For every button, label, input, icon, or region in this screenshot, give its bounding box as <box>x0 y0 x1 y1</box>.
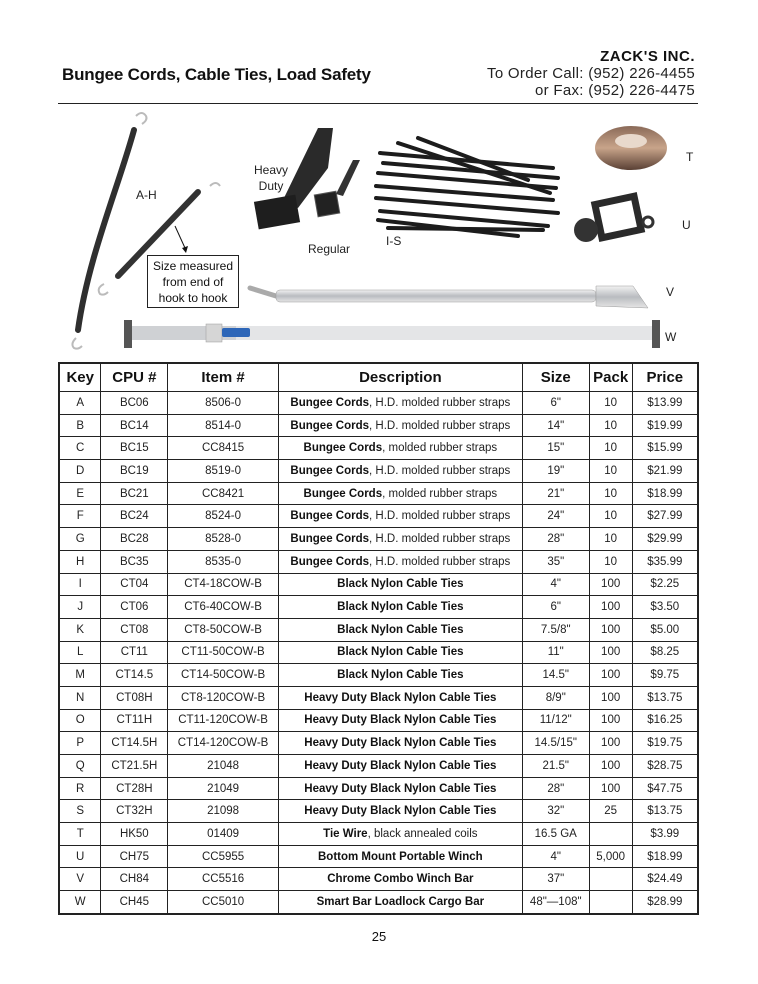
cell-description <box>278 868 522 891</box>
cell-price: $24.49 <box>632 868 698 891</box>
description-product-name: Heavy Duty Black Nylon Cable Ties <box>304 691 497 704</box>
tie-wire-coil <box>595 126 667 170</box>
description-product-name: Black Nylon Cable Ties <box>337 623 464 636</box>
cell-item: 8514-0 <box>168 414 279 437</box>
cell-pack: 100 <box>589 777 632 800</box>
cell-key: P <box>59 732 101 755</box>
header-divider <box>58 103 698 104</box>
product-illustrations <box>58 108 698 353</box>
cell-cpu: CT14.5H <box>101 732 168 755</box>
note-line-2: from end of <box>162 275 224 289</box>
cell-cpu: CT28H <box>101 777 168 800</box>
cell-item: 8528-0 <box>168 528 279 551</box>
company-block <box>487 48 695 99</box>
cell-price: $19.99 <box>632 414 698 437</box>
cell-key: F <box>59 505 101 528</box>
cell-size: 6" <box>522 392 589 415</box>
cell-item: 8535-0 <box>168 550 279 573</box>
cell-size: 35" <box>522 550 589 573</box>
description-product-name: Bungee Cords <box>290 555 370 568</box>
cell-pack <box>589 891 632 914</box>
size-measurement-note <box>147 255 239 308</box>
winch-bar <box>250 286 648 308</box>
cell-description <box>278 777 522 800</box>
cell-size: 21" <box>522 482 589 505</box>
cell-cpu: BC35 <box>101 550 168 573</box>
cable-tie-bundle <box>376 138 558 236</box>
description-detail: , H.D. molded rubber straps <box>369 464 511 477</box>
table-row <box>59 868 698 891</box>
description-product-name: Bottom Mount Portable Winch <box>317 850 483 863</box>
cell-price: $15.99 <box>632 437 698 460</box>
cell-item: CC5955 <box>168 845 279 868</box>
table-row <box>59 709 698 732</box>
table-row <box>59 596 698 619</box>
cell-price: $13.75 <box>632 686 698 709</box>
description-product-name: Bungee Cords <box>290 396 370 409</box>
cell-cpu: CT11H <box>101 709 168 732</box>
cell-pack: 5,000 <box>589 845 632 868</box>
column-header-key: Key <box>59 363 101 392</box>
label-winch: U <box>682 218 691 232</box>
cell-key: R <box>59 777 101 800</box>
product-table <box>58 362 699 915</box>
cell-cpu: BC28 <box>101 528 168 551</box>
cell-price: $35.99 <box>632 550 698 573</box>
cell-price: $3.50 <box>632 596 698 619</box>
cell-description <box>278 618 522 641</box>
table-row <box>59 505 698 528</box>
cell-size: 11/12" <box>522 709 589 732</box>
description-product-name: Heavy Duty Black Nylon Cable Ties <box>304 759 497 772</box>
cell-price: $28.75 <box>632 755 698 778</box>
cell-description <box>278 891 522 914</box>
cell-item: CC8421 <box>168 482 279 505</box>
cell-size: 28" <box>522 777 589 800</box>
cell-size: 6" <box>522 596 589 619</box>
table-row <box>59 845 698 868</box>
cell-description <box>278 482 522 505</box>
cargo-bar <box>124 320 660 348</box>
cell-price: $18.99 <box>632 845 698 868</box>
cell-key: D <box>59 460 101 483</box>
cell-cpu: BC24 <box>101 505 168 528</box>
cell-cpu: CT32H <box>101 800 168 823</box>
description-product-name: Chrome Combo Winch Bar <box>327 873 474 886</box>
table-row <box>59 573 698 596</box>
cell-price: $13.75 <box>632 800 698 823</box>
cell-item: CT8-50COW-B <box>168 618 279 641</box>
cell-item: 01409 <box>168 823 279 846</box>
cell-description <box>278 437 522 460</box>
description-product-name: Bungee Cords <box>290 419 370 432</box>
cell-pack: 100 <box>589 709 632 732</box>
cell-item: CC5516 <box>168 868 279 891</box>
column-header-pack: Pack <box>589 363 632 392</box>
cell-key: C <box>59 437 101 460</box>
cell-key: A <box>59 392 101 415</box>
cell-key: L <box>59 641 101 664</box>
cell-description <box>278 755 522 778</box>
cell-item: 8524-0 <box>168 505 279 528</box>
label-heavy-duty <box>254 162 288 194</box>
table-row <box>59 392 698 415</box>
cell-description <box>278 686 522 709</box>
cell-price: $19.75 <box>632 732 698 755</box>
table-row <box>59 800 698 823</box>
description-product-name: Tie Wire <box>323 827 368 840</box>
cell-pack: 10 <box>589 528 632 551</box>
cell-key: B <box>59 414 101 437</box>
table-row <box>59 460 698 483</box>
table-row <box>59 891 698 914</box>
cell-item: 21098 <box>168 800 279 823</box>
cell-pack: 100 <box>589 755 632 778</box>
cell-description <box>278 550 522 573</box>
cell-description <box>278 641 522 664</box>
cell-price: $27.99 <box>632 505 698 528</box>
description-product-name: Heavy Duty Black Nylon Cable Ties <box>304 782 497 795</box>
description-product-name: Black Nylon Cable Ties <box>337 578 464 591</box>
cell-pack: 10 <box>589 414 632 437</box>
cell-cpu: CT06 <box>101 596 168 619</box>
description-product-name: Bungee Cords <box>303 442 383 455</box>
cell-pack: 100 <box>589 664 632 687</box>
cell-cpu: BC06 <box>101 392 168 415</box>
cell-price: $2.25 <box>632 573 698 596</box>
cell-pack: 25 <box>589 800 632 823</box>
table-row <box>59 618 698 641</box>
table-row <box>59 641 698 664</box>
cell-description <box>278 505 522 528</box>
cell-size: 4" <box>522 573 589 596</box>
cell-key: O <box>59 709 101 732</box>
cell-cpu: CT08H <box>101 686 168 709</box>
label-bungee-range: A-H <box>136 188 157 202</box>
cell-item: CC8415 <box>168 437 279 460</box>
cell-key: T <box>59 823 101 846</box>
cell-cpu: CH75 <box>101 845 168 868</box>
table-row <box>59 437 698 460</box>
label-duty: Duty <box>258 179 284 193</box>
product-photos <box>58 108 698 353</box>
cell-pack: 10 <box>589 550 632 573</box>
cell-pack: 100 <box>589 641 632 664</box>
cell-price: $5.00 <box>632 618 698 641</box>
cell-pack: 100 <box>589 732 632 755</box>
cell-description <box>278 732 522 755</box>
cell-size: 14.5" <box>522 664 589 687</box>
cell-price: $28.99 <box>632 891 698 914</box>
cell-description <box>278 460 522 483</box>
description-product-name: Bungee Cords <box>303 487 383 500</box>
cell-key: G <box>59 528 101 551</box>
page-title: Bungee Cords, Cable Ties, Load Safety <box>62 65 371 84</box>
portable-winch <box>574 196 653 242</box>
cell-item: CT11-120COW-B <box>168 709 279 732</box>
label-heavy: Heavy <box>254 163 289 177</box>
column-header-description: Description <box>278 363 522 392</box>
cell-item: CT14-120COW-B <box>168 732 279 755</box>
cell-size: 11" <box>522 641 589 664</box>
cell-description <box>278 528 522 551</box>
cell-size: 4" <box>522 845 589 868</box>
cell-description <box>278 414 522 437</box>
cell-item: 8519-0 <box>168 460 279 483</box>
cell-cpu: CT11 <box>101 641 168 664</box>
cell-size: 32" <box>522 800 589 823</box>
description-detail: , H.D. molded rubber straps <box>369 510 511 523</box>
table-row <box>59 777 698 800</box>
cell-cpu: BC21 <box>101 482 168 505</box>
bungee-cord-long <box>72 113 146 349</box>
cell-cpu: CT04 <box>101 573 168 596</box>
cell-pack: 100 <box>589 686 632 709</box>
cell-price: $47.75 <box>632 777 698 800</box>
page-number: 25 <box>371 929 387 944</box>
column-header-price: Price <box>632 363 698 392</box>
cell-price: $13.99 <box>632 392 698 415</box>
cell-cpu: CT14.5 <box>101 664 168 687</box>
cell-item: 8506-0 <box>168 392 279 415</box>
cell-pack <box>589 868 632 891</box>
description-product-name: Black Nylon Cable Ties <box>337 601 464 614</box>
cell-price: $9.75 <box>632 664 698 687</box>
description-detail: , molded rubber straps <box>382 487 498 500</box>
description-product-name: Bungee Cords <box>290 464 370 477</box>
description-product-name: Smart Bar Loadlock Cargo Bar <box>316 895 485 908</box>
cell-price: $16.25 <box>632 709 698 732</box>
label-winch-bar: V <box>666 285 675 299</box>
cell-description <box>278 573 522 596</box>
cell-cpu: CT08 <box>101 618 168 641</box>
cell-description <box>278 845 522 868</box>
cell-size: 15" <box>522 437 589 460</box>
table-row <box>59 755 698 778</box>
description-product-name: Black Nylon Cable Ties <box>337 646 464 659</box>
description-product-name: Heavy Duty Black Nylon Cable Ties <box>304 737 497 750</box>
cell-key: N <box>59 686 101 709</box>
order-phone: To Order Call: (952) 226-4455 <box>487 65 695 82</box>
note-line-3: hook to hook <box>158 291 228 305</box>
column-header-cpu: CPU # <box>101 363 168 392</box>
cell-price: $3.99 <box>632 823 698 846</box>
table-row <box>59 732 698 755</box>
cell-key: E <box>59 482 101 505</box>
cell-cpu: CH45 <box>101 891 168 914</box>
cell-key: J <box>59 596 101 619</box>
cell-size: 14.5/15" <box>522 732 589 755</box>
cell-pack: 10 <box>589 460 632 483</box>
cell-pack: 10 <box>589 482 632 505</box>
table-row <box>59 482 698 505</box>
cell-description <box>278 664 522 687</box>
description-detail: , H.D. molded rubber straps <box>369 396 511 409</box>
cell-price: $18.99 <box>632 482 698 505</box>
cell-pack: 10 <box>589 505 632 528</box>
cell-cpu: CT21.5H <box>101 755 168 778</box>
fax-number: or Fax: (952) 226-4475 <box>534 82 695 99</box>
cell-cpu: BC14 <box>101 414 168 437</box>
cell-size: 16.5 GA <box>522 823 589 846</box>
description-detail: , H.D. molded rubber straps <box>369 532 511 545</box>
table-row <box>59 686 698 709</box>
cell-size: 14" <box>522 414 589 437</box>
cell-size: 28" <box>522 528 589 551</box>
cell-pack: 10 <box>589 392 632 415</box>
cell-description <box>278 596 522 619</box>
cell-description <box>278 392 522 415</box>
company-name: ZACK'S INC. <box>600 48 695 65</box>
cell-item: CT14-50COW-B <box>168 664 279 687</box>
cell-item: 21048 <box>168 755 279 778</box>
description-detail: , molded rubber straps <box>382 442 498 455</box>
cell-description <box>278 709 522 732</box>
cell-pack: 100 <box>589 618 632 641</box>
cell-price: $21.99 <box>632 460 698 483</box>
cell-item: CC5010 <box>168 891 279 914</box>
description-detail: , H.D. molded rubber straps <box>369 555 511 568</box>
cell-key: W <box>59 891 101 914</box>
table-header-row <box>59 363 698 392</box>
description-detail: , H.D. molded rubber straps <box>369 419 511 432</box>
cell-pack: 100 <box>589 596 632 619</box>
label-tie-wire: T <box>686 150 694 164</box>
cell-key: K <box>59 618 101 641</box>
table-row <box>59 414 698 437</box>
cell-size: 19" <box>522 460 589 483</box>
cell-cpu: CH84 <box>101 868 168 891</box>
note-line-1: Size measured <box>152 259 234 273</box>
description-product-name: Heavy Duty Black Nylon Cable Ties <box>304 714 497 727</box>
cell-size: 37" <box>522 868 589 891</box>
cell-item: CT6-40COW-B <box>168 596 279 619</box>
cell-description <box>278 823 522 846</box>
label-regular: Regular <box>308 242 351 256</box>
cell-pack: 100 <box>589 573 632 596</box>
cell-key: M <box>59 664 101 687</box>
cell-size: 48"—108" <box>522 891 589 914</box>
cell-item: 21049 <box>168 777 279 800</box>
cell-key: Q <box>59 755 101 778</box>
cell-key: U <box>59 845 101 868</box>
label-cable-ties-range: I-S <box>386 234 402 248</box>
cell-size: 8/9" <box>522 686 589 709</box>
description-product-name: Bungee Cords <box>290 510 370 523</box>
cell-item: CT11-50COW-B <box>168 641 279 664</box>
cell-key: H <box>59 550 101 573</box>
cell-size: 24" <box>522 505 589 528</box>
cell-item: CT4-18COW-B <box>168 573 279 596</box>
description-product-name: Heavy Duty Black Nylon Cable Ties <box>304 805 497 818</box>
cell-cpu: BC15 <box>101 437 168 460</box>
column-header-size: Size <box>522 363 589 392</box>
cell-key: S <box>59 800 101 823</box>
table-row <box>59 664 698 687</box>
cell-item: CT8-120COW-B <box>168 686 279 709</box>
description-detail: , black annealed coils <box>367 827 478 840</box>
cell-pack <box>589 823 632 846</box>
cell-pack: 10 <box>589 437 632 460</box>
description-product-name: Black Nylon Cable Ties <box>337 669 464 682</box>
cell-size: 7.5/8" <box>522 618 589 641</box>
label-cargo-bar: W <box>665 330 677 344</box>
table-row <box>59 528 698 551</box>
cell-key: I <box>59 573 101 596</box>
column-header-item: Item # <box>168 363 279 392</box>
cell-price: $29.99 <box>632 528 698 551</box>
table-row <box>59 550 698 573</box>
cell-description <box>278 800 522 823</box>
description-product-name: Bungee Cords <box>290 532 370 545</box>
table-row <box>59 823 698 846</box>
cell-price: $8.25 <box>632 641 698 664</box>
cell-size: 21.5" <box>522 755 589 778</box>
cell-cpu: HK50 <box>101 823 168 846</box>
cell-cpu: BC19 <box>101 460 168 483</box>
cell-key: V <box>59 868 101 891</box>
